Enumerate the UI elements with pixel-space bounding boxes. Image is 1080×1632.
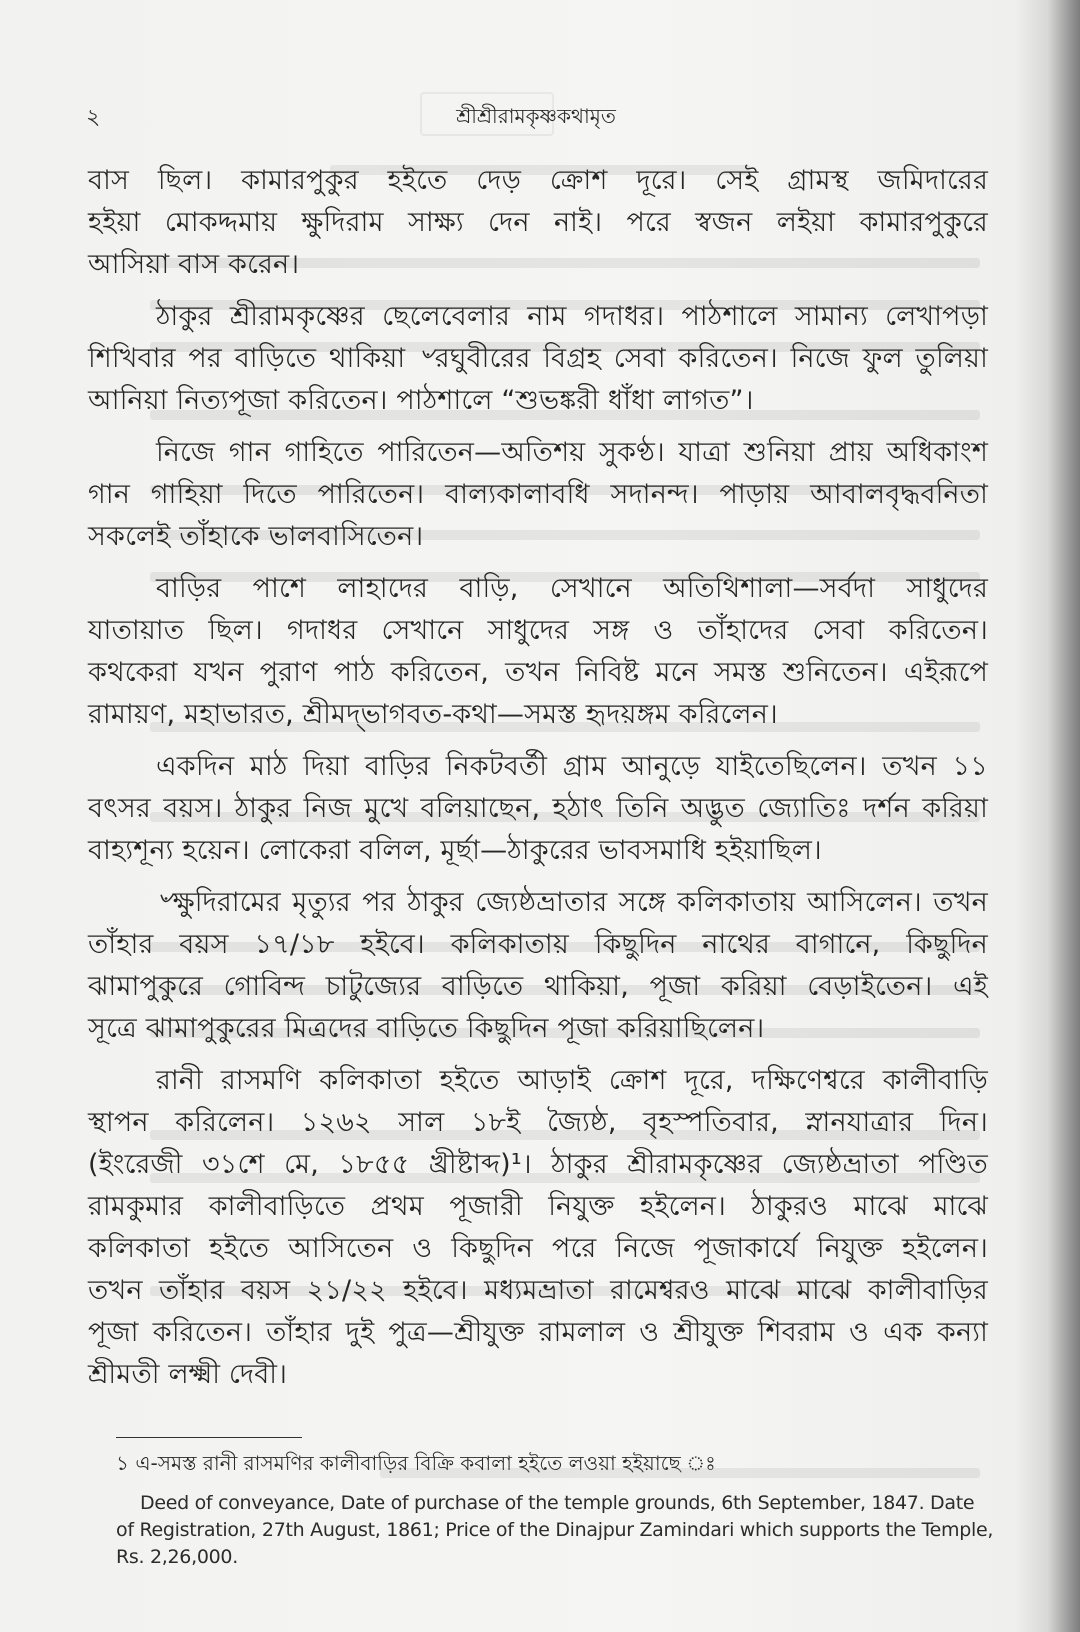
text-line: নিজে গান গাহিতে পারিতেন—অতিশয় সুকণ্ঠ। যাত্রা শুনিয়া প্রায় অধিকাংশ [156, 437, 988, 468]
text-line: আসিয়া বাস করেন। [88, 249, 300, 280]
page-number: ২ [86, 105, 101, 130]
paragraph [88, 296, 988, 422]
paragraph [88, 568, 988, 736]
paragraph [88, 432, 988, 558]
text-line: রামকুমার কালীবাড়িতে প্রথম পূজারী নিযুক্ত হইলেন। ঠাকুরও মাঝে মাঝে [88, 1191, 988, 1222]
footnote-divider [116, 1437, 302, 1438]
text-line: রানী রাসমণি কলিকাতা হইতে আড়াই ক্রোশ দূরে, দক্ষিণেশ্বরে কালীবাড়ি [156, 1065, 988, 1096]
running-title: শ্রীশ্রীরামকৃষ্ণকথামৃত [456, 104, 616, 128]
text-line: সকলেই তাঁহাকে ভালবাসিতেন। [88, 521, 424, 552]
text-line: বাহ্যশূন্য হয়েন। লোকেরা বলিল, মূর্ছা—ঠাকুরের ভাবসমাধি হইয়াছিল। [88, 835, 822, 866]
text-line: (ইংরেজী ৩১শে মে, ১৮৫৫ খ্রীষ্টাব্দ)¹। ঠাকুর শ্রীরামকৃষ্ণের জ্যেষ্ঠভ্রাতা পণ্ডিত [88, 1149, 988, 1180]
text-line: স্থাপন করিলেন। ১২৬২ সাল ১৮ই জ্যৈষ্ঠ, বৃহস্পতিবার, স্নানযাত্রার দিন। [88, 1107, 988, 1138]
text-line: তাঁহার বয়স ১৭/১৮ হইবে। কলিকাতায় কিছুদিন নাথের বাগানে, কিছুদিন [88, 929, 988, 960]
text-line: ৺ক্ষুদিরামের মৃত্যুর পর ঠাকুর জ্যেষ্ঠভ্রাতার সঙ্গে কলিকাতায় আসিলেন। তখন [156, 887, 988, 918]
text-line: কলিকাতা হইতে আসিতেন ও কিছুদিন পরে নিজে পূজাকার্যে নিযুক্ত হইলেন। [88, 1233, 988, 1264]
footnote-english: Deed of conveyance, Date of purchase of the temple grounds, 6th September, 1847. Date of Registration, 27th August, 1861; Price of the Dinajpur Zamindari which supports the Temple, Rs. 2,26,000. [116, 1492, 994, 1568]
text-line: শিখিবার পর বাড়িতে থাকিয়া ৺রঘুবীরের বিগ্রহ সেবা করিতেন। নিজে ফুল তুলিয়া [88, 343, 988, 374]
text-line: যাতায়াত ছিল। গদাধর সেখানে সাধুদের সঙ্গ ও তাঁহাদের সেবা করিতেন। [88, 615, 988, 646]
paragraph [88, 160, 988, 286]
text-line: ঝামাপুকুরে গোবিন্দ চাটুজ্যের বাড়িতে থাকিয়া, পূজা করিয়া বেড়াইতেন। এই [88, 971, 988, 1002]
text-line: ঠাকুর শ্রীরামকৃষ্ণের ছেলেবেলার নাম গদাধর। পাঠশালে সামান্য লেখাপড়া [156, 301, 988, 332]
text-line: তখন তাঁহার বয়স ২১/২২ হইবে। মধ্যমভ্রাতা রামেশ্বরও মাঝে মাঝে কালীবাড়ির [88, 1275, 988, 1306]
text-line: বাস ছিল। কামারপুকুর হইতে দেড় ক্রোশ দূরে। সেই গ্রামস্থ জমিদারের [88, 165, 988, 196]
text-line: গান গাহিয়া দিতে পারিতেন। বাল্যকালাবধি সদানন্দ। পাড়ায় আবালবৃদ্ধবনিতা [88, 479, 988, 510]
footnote [116, 1448, 996, 1571]
text-line: বৎসর বয়স। ঠাকুর নিজ মুখে বলিয়াছেন, হঠাৎ তিনি অদ্ভুত জ্যোতিঃ দর্শন করিয়া [88, 793, 988, 824]
paragraph [88, 1060, 988, 1396]
body-text [88, 160, 988, 1406]
text-line: কথকেরা যখন পুরাণ পাঠ করিতেন, তখন নিবিষ্ট মনে সমস্ত শুনিতেন। এইরূপে [88, 657, 988, 688]
text-line: একদিন মাঠ দিয়া বাড়ির নিকটবর্তী গ্রাম আনুড়ে যাইতেছিলেন। তখন ১১ [156, 751, 988, 782]
footnote-bengali: ১ এ-সমস্ত রানী রাসমণির কালীবাড়ির বিক্রি কবালা হইতে লওয়া হইয়াছে ঃ [116, 1451, 716, 1475]
text-line: রামায়ণ, মহাভারত, শ্রীমদ্‌ভাগবত-কথা—সমস্ত হৃদয়ঙ্গম করিলেন। [88, 699, 778, 730]
paragraph [88, 882, 988, 1050]
page-header [86, 100, 986, 140]
text-line: আনিয়া নিত্যপূজা করিতেন। পাঠশালে “শুভঙ্করী ধাঁধা লাগত”। [88, 385, 754, 416]
text-line: হইয়া মোকদ্দমায় ক্ষুদিরাম সাক্ষ্য দেন নাই। পরে স্বজন লইয়া কামারপুকুরে [88, 207, 988, 238]
paragraph [88, 746, 988, 872]
text-line: সূত্রে ঝামাপুকুরের মিত্রদের বাড়িতে কিছুদিন পূজা করিয়াছিলেন। [88, 1013, 765, 1044]
text-line: বাড়ির পাশে লাহাদের বাড়ি, সেখানে অতিথিশালা—সর্বদা সাধুদের [156, 573, 988, 604]
text-line: পূজা করিতেন। তাঁহার দুই পুত্র—শ্রীযুক্ত রামলাল ও শ্রীযুক্ত শিবরাম ও এক কন্যা [88, 1317, 988, 1348]
text-line: শ্রীমতী লক্ষ্মী দেবী। [88, 1359, 288, 1390]
